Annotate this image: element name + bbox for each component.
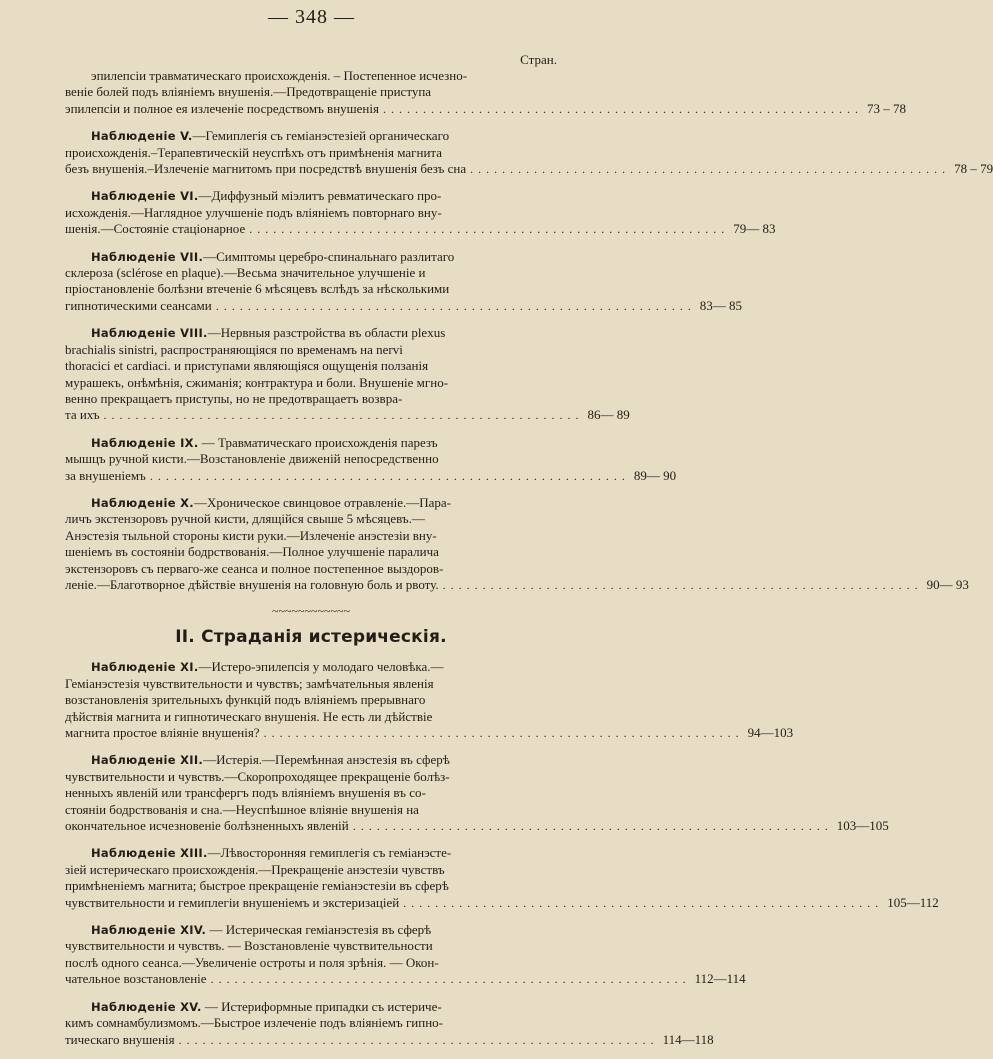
dot-leader: ............................................................ <box>103 408 584 423</box>
entry-line <box>65 922 557 938</box>
entry-text: — Истериформные припадки съ истериче- <box>201 998 442 1014</box>
entry-line <box>65 281 557 297</box>
observation-heading: Наблюденiе V. <box>91 129 193 144</box>
entry-line <box>65 265 557 281</box>
entry-text: —Истеро-эпилепсiя у молодаго человѣка.— <box>198 659 444 675</box>
entry-line <box>65 544 557 560</box>
entry-line <box>65 955 557 971</box>
toc-entry <box>65 248 742 315</box>
entry-text: — Травматическаго происхожденiя парезъ <box>198 434 438 450</box>
entry-last-line <box>65 407 630 423</box>
observation-heading: Наблюденiе XI. <box>91 660 199 675</box>
entry-text: окончательное исчезновенiе болѣзненныхъ явленiй <box>65 818 349 834</box>
entry-line <box>65 495 557 511</box>
entry-text: венно прекращаетъ приступы, но не предотвращаетъ возвра- <box>65 390 403 406</box>
page-range: 83— 85 <box>699 297 742 313</box>
entry-last-line <box>65 894 939 911</box>
entry-text: венiе болей подъ влiянiемъ внушенiя.—Предотвращенiе приступа <box>65 84 432 100</box>
dot-leader: ............................................................ <box>178 1032 659 1047</box>
entry-text: чувствительности и чувствъ.—Скоропроходящее прекращенiе болѣз- <box>65 768 450 784</box>
dot-leader: ............................................................ <box>149 468 630 483</box>
entry-line <box>65 511 557 527</box>
toc-entry <box>65 845 939 911</box>
entry-text: возстановленiя зрительныхъ функцiй подъ влiянiемъ прерывнаго <box>65 692 426 708</box>
entry-text: чувствительности и гемиплегiи внушенiемъ и экстеризацiей <box>65 894 400 910</box>
observation-heading: Наблюденiе XIII. <box>91 846 208 861</box>
entry-text: —Лѣвосторонняя гемиплегiя съ гемiанэстe- <box>207 845 452 861</box>
page-range: 90— 93 <box>926 576 969 592</box>
entry-line <box>65 145 557 161</box>
entry-last-line <box>65 100 906 117</box>
toc-entry <box>65 188 776 237</box>
entry-text: за внушенiемъ <box>65 467 146 483</box>
page-range: 78 – 79 <box>954 161 993 177</box>
toc-entry <box>65 998 714 1048</box>
entry-line <box>65 84 557 100</box>
entry-text: —Симптомы церебро-спинальнаго разлитаго <box>203 248 455 264</box>
entry-text: зiей истерическаго происхожденiя.—Прекращенiе анэстезiи чувствъ <box>65 861 445 877</box>
page-range: 94—103 <box>747 725 794 740</box>
entry-last-line <box>65 467 677 484</box>
entry-text: экстензоровъ съ перваго-же сеанса и полное постепенное выздоров- <box>65 560 444 576</box>
page-range: 79— 83 <box>733 221 776 237</box>
dot-leader: ............................................................ <box>470 162 951 177</box>
entry-text: послѣ одного сеанса.—Увеличенiе остроты и поля зрѣнiя. — Окон- <box>65 954 439 970</box>
entry-line <box>65 451 557 467</box>
entry-text: чувствительности и чувствъ. — Возстановленiе чувствительности <box>65 938 433 954</box>
observation-heading: Наблюденiе IX. <box>91 435 199 450</box>
entry-text: thoracici et cardiaci. и приступами являющiяся ощущенiя ползанiя <box>65 358 429 374</box>
entry-text: ленiе.—Благотворное дѣйствiе внушенiя на головную боль и рвоту. <box>65 576 439 592</box>
toc-entry <box>65 922 746 988</box>
entry-line <box>65 375 557 391</box>
toc-entry <box>65 434 677 484</box>
entry-text: —Диффузный мiэлитъ ревматическаго про- <box>198 188 442 204</box>
entry-line <box>65 435 557 451</box>
entry-line <box>65 878 557 894</box>
entry-text: склероза (sclérose en plaque).—Весьма значительное улучшенiе и <box>65 265 426 281</box>
page-range: 105—112 <box>887 894 939 910</box>
toc-entry <box>65 68 906 117</box>
entry-line <box>65 205 557 221</box>
dot-leader: ............................................................ <box>215 298 696 313</box>
toc-entry <box>65 128 993 177</box>
entry-text: шенiемъ въ состоянiи бодрствованiя.—Полное улучшенiе паралича <box>65 544 439 560</box>
entry-text: —Гемиплегiя съ гемiанэстезiей органическаго <box>192 128 450 144</box>
entries-top <box>65 68 993 593</box>
dot-leader: ............................................................ <box>263 726 744 740</box>
entry-line <box>65 342 557 358</box>
entry-text: brachialis sinistri, распространяющiяся по временамъ на nervi <box>65 341 403 357</box>
observation-heading: Наблюденiе VI. <box>91 189 199 204</box>
entry-text: эпилепсiи и полное ея излеченiе посредствомъ внушенiя <box>65 100 379 116</box>
page-range: 86— 89 <box>587 407 630 423</box>
entry-last-line <box>65 1031 714 1048</box>
entry-text: мышцъ ручной кисти.—Возстановленiе движенiй непосредственно <box>65 451 439 467</box>
dot-leader: ............................................................ <box>382 101 863 116</box>
entry-text: происхожденiя.–Терапевтическiй неуспѣхъ отъ примѣненiя магнита <box>65 144 443 160</box>
entry-line <box>65 752 557 768</box>
entry-line <box>65 938 557 954</box>
entry-text: исхожденiя.—Наглядное улучшенiе подъ влiянiемъ повторнаго вну- <box>65 204 442 220</box>
entry-text: шенiя.—Состоянiе стацiонарное <box>65 221 246 237</box>
dot-leader: ............................................................ <box>403 895 884 910</box>
entry-line <box>65 68 557 84</box>
dot-leader: ............................................................ <box>352 819 833 834</box>
entry-text: Анэстезiя тыльной стороны кисти руки.—Излеченiе анэстезiи вну- <box>65 527 437 543</box>
toc-entry <box>65 494 969 593</box>
entry-line <box>65 325 557 341</box>
page-range: 89— 90 <box>633 467 677 483</box>
entry-last-line <box>65 971 746 987</box>
entry-text: —Истерiя.—Перемѣнная анэстезiя въ сферѣ <box>203 752 450 768</box>
entry-line <box>65 188 557 204</box>
entry-line <box>65 561 557 577</box>
entry-text: чательное возстановленiе <box>65 971 207 987</box>
entry-line <box>65 528 557 544</box>
entry-text: мурашекъ, онѣмѣнiя, сжиманiя; контрактура и боли. Внушенiе мгно- <box>65 374 449 390</box>
observation-heading: Наблюденiе XV. <box>91 999 202 1014</box>
observation-heading: Наблюденiе X. <box>91 495 194 510</box>
entry-text: дѣйствiя магнита и гипнотическаго внушенiя. Не есть ли дѣйствiе <box>65 708 433 724</box>
entry-line <box>65 845 557 861</box>
entry-text: личъ экстензоровъ ручной кисти, длящiйся свыше 5 мѣсяцевъ.— <box>65 511 425 527</box>
entry-text: кимъ сомнамбулизмомъ.—Быстрое излеченiе подъ влiянiемъ гипно- <box>65 1015 443 1031</box>
column-header-pages: Стран. <box>520 52 557 67</box>
entry-text: гипнотическими сеансами <box>65 297 212 313</box>
observation-heading: Наблюденiе XII. <box>91 753 204 768</box>
entry-text: прiостановленiе болѣзни втеченiе 6 мѣсяцевъ вслѣдъ за нѣсколькими <box>65 281 450 297</box>
entry-text: магнита простое влiянiе внушенiя? <box>65 725 260 740</box>
entry-line <box>65 391 557 407</box>
dot-leader: ............................................................ <box>210 972 691 987</box>
entry-text: примѣненiемъ магнита; быстрое прекращенiе гемiанэстезiи въ сферѣ <box>65 878 449 894</box>
toc-entry <box>65 752 889 834</box>
entry-text: эпилепсiи травматическаго происхожденiя. – Постепенное исчезно- <box>91 68 468 83</box>
toc-entry <box>65 659 794 741</box>
entry-last-line <box>65 818 889 834</box>
entry-last-line <box>65 221 776 237</box>
entry-text: тическаго внушенiя <box>65 1031 175 1047</box>
entry-text: безъ внушенiя.–Излеченiе магнитомъ при посредствѣ внушенiя безъ сна <box>65 161 467 177</box>
entry-line <box>65 249 557 265</box>
entry-last-line <box>65 725 794 741</box>
observation-heading: Наблюденiе VII. <box>91 249 204 264</box>
page-range: 103—105 <box>836 818 889 834</box>
dot-leader: ............................................................ <box>249 222 730 237</box>
entry-last-line <box>65 576 969 593</box>
entry-line <box>65 802 557 818</box>
entry-line <box>65 785 557 801</box>
entry-last-line <box>65 161 993 177</box>
entry-line <box>65 709 557 725</box>
toc-entry <box>65 325 630 423</box>
entry-text: — Истерическая гемiанэстезiя въ сферѣ <box>206 922 432 938</box>
entry-text: ненныхъ явленiй или трансфергъ подъ влiянiемъ внушенiя въ со- <box>65 785 426 801</box>
dot-leader: ............................................................ <box>442 577 923 592</box>
entry-line <box>65 862 557 878</box>
observation-heading: Наблюденiе VIII. <box>91 326 208 341</box>
entry-line <box>65 676 557 692</box>
entry-line <box>65 999 557 1015</box>
entry-line <box>65 692 557 708</box>
entry-text: та ихъ <box>65 407 100 423</box>
table-of-contents <box>65 68 993 1059</box>
entry-line <box>65 358 557 374</box>
entry-text: стоянiи бодрствованiя и сна.—Неуспѣшное влiянiе внушенiя на <box>65 801 419 817</box>
entry-line <box>65 769 557 785</box>
entry-line <box>65 1015 557 1031</box>
entry-text: —Хроническое свинцовое отравленiе.—Пара- <box>193 494 451 510</box>
entry-last-line <box>65 297 742 314</box>
page-range: 73 – 78 <box>866 100 906 116</box>
observation-heading: Наблюденiе XIV. <box>91 923 207 938</box>
page-number: — 348 — <box>268 6 355 28</box>
entry-text: Гемiанэстезiя чувствительности и чувствъ; замѣчательныя явленiя <box>65 675 434 691</box>
entry-line <box>65 128 557 144</box>
entry-text: —Нервныя разстройства въ области plexus <box>207 325 446 341</box>
entries-bottom <box>65 659 939 1048</box>
page-range: 112—114 <box>694 971 746 987</box>
ornament-divider: ~~~~~~~~~~~~ <box>272 604 350 619</box>
entry-line <box>65 659 557 675</box>
section-title: II. Страданiя истерическiя. <box>175 627 447 648</box>
page-range: 114—118 <box>662 1031 714 1047</box>
